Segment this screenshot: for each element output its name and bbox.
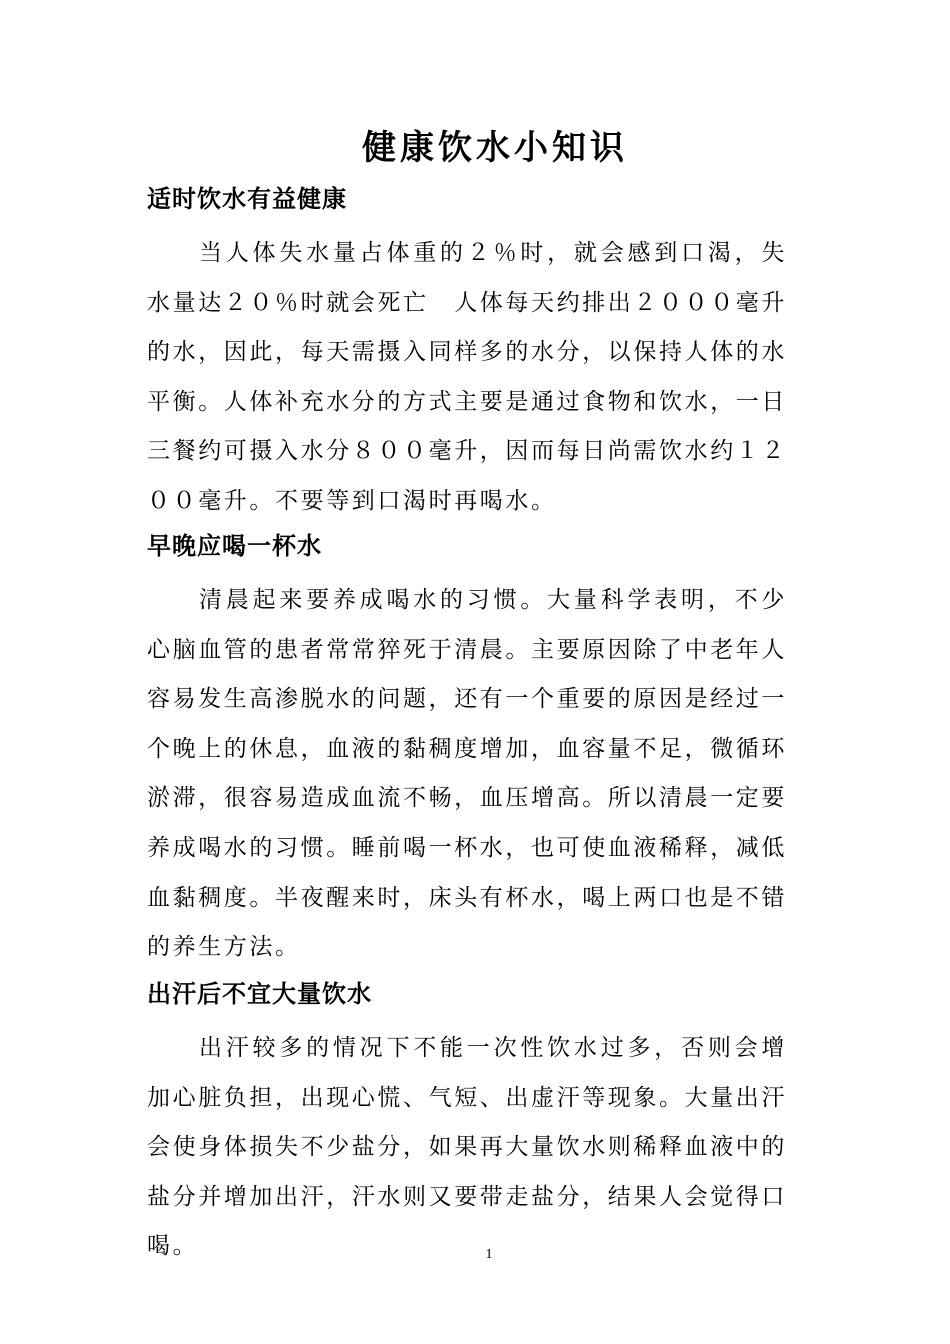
section-timely-drinking: [147, 181, 787, 527]
section-heading: 适时饮水有益健康: [147, 185, 347, 213]
page-number: 1: [485, 1247, 493, 1262]
page-title: 健康饮水小知识: [362, 128, 628, 168]
section-after-sweating: [147, 976, 787, 1272]
section-heading: 早晚应喝一杯水: [147, 532, 322, 560]
section-heading: 出汗后不宜大量饮水: [147, 980, 372, 1008]
section-paragraph: 当人体失水量占体重的２％时，就会感到口渴，失水量达２０％时就会死亡 人体每天约排出２０００毫升的水，因此，每天需摄入同样多的水分，以保持人体的水平衡。人体补充水分的方式主要是通过食物和饮水，一日三餐约可摄入水分８００毫升，因而每日尚需饮水约１２００毫升。不要等到口渴时再喝水。: [147, 240, 787, 514]
section-paragraph: 出汗较多的情况下不能一次性饮水过多，否则会增加心脏负担，出现心慌、气短、出虚汗等现象。大量出汗会使身体损失不少盐分，如果再大量饮水则稀释血液中的盐分并增加出汗，汗水则又要带走盐分，结果人会觉得口喝。: [147, 1035, 787, 1260]
section-paragraph: 清晨起来要养成喝水的习惯。大量科学表明，不少心脑血管的患者常常猝死于清晨。主要原因除了中老年人容易发生高渗脱水的问题，还有一个重要的原因是经过一个晚上的休息，血液的黏稠度增加，血容量不足，微循环淤滞，很容易造成血流不畅，血压增高。所以清晨一定要养成喝水的习惯。睡前喝一杯水，也可使血液稀释，减低血黏稠度。半夜醒来时，床头有杯水，喝上两口也是不错的养生方法。: [147, 587, 787, 961]
section-morning-evening-water: [147, 528, 787, 973]
